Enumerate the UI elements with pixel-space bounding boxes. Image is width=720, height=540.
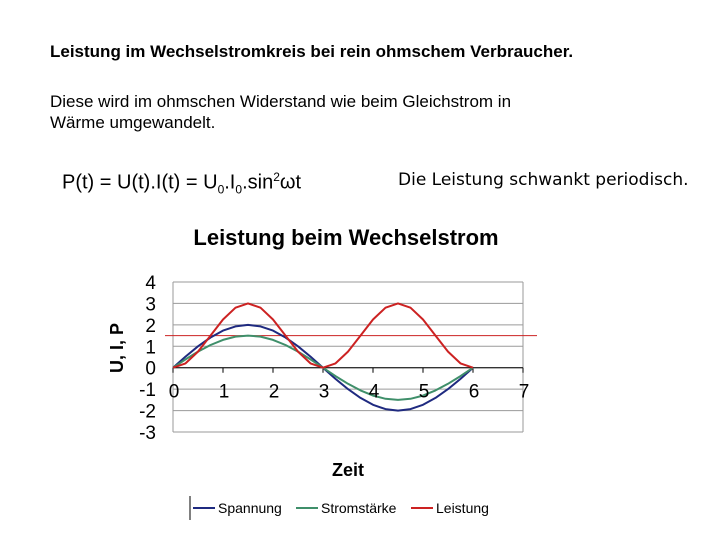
y-tick-label: -2 — [139, 401, 156, 423]
x-tick-label: 1 — [218, 381, 230, 403]
x-tick-label: 7 — [518, 381, 530, 403]
x-axis-label: Zeit — [331, 460, 365, 480]
formula-part-1: P(t) = U(t).I(t) = U — [62, 171, 218, 194]
x-tick-label: 4 — [368, 381, 380, 403]
y-axis-label: U, I, P — [107, 322, 127, 374]
y-tick-label: 2 — [145, 315, 156, 337]
y-tick-label: 0 — [145, 358, 156, 380]
formula-sub-2: 0 — [235, 182, 243, 197]
y-tick-label: 1 — [145, 337, 156, 359]
formula-dot: .I — [224, 171, 236, 194]
x-tick-label: 6 — [468, 381, 480, 403]
y-tick-label: 3 — [145, 294, 156, 316]
formula-sup: 2 — [273, 170, 280, 184]
axes — [173, 282, 523, 432]
slide-heading: Leistung im Wechselstromkreis bei rein ohmschem Verbraucher. — [50, 42, 574, 61]
y-tick-label: 4 — [145, 273, 156, 294]
y-tick-label: -1 — [139, 380, 156, 402]
side-note: Die Leistung schwankt periodisch. — [398, 170, 689, 190]
x-tick-label: 0 — [168, 381, 180, 403]
y-tick-labels — [139, 273, 156, 444]
legend-label-spannung: Spannung — [218, 500, 282, 516]
x-tick-label: 3 — [318, 381, 330, 403]
legend-label-leistung: Leistung — [436, 500, 489, 516]
body-line-1: Diese wird im ohmschen Widerstand wie beim Gleichstrom in — [50, 92, 512, 111]
body-line-2: Wärme umgewandelt. — [50, 113, 216, 132]
formula-t: t — [295, 171, 302, 194]
legend-label-stromstaerke: Stromstärke — [321, 500, 397, 516]
formula-part-2: .sin — [242, 171, 274, 194]
x-tick-label: 5 — [418, 381, 430, 403]
legend — [190, 496, 489, 520]
formula-omega: ω — [279, 171, 296, 194]
formula-sub-1: 0 — [217, 182, 225, 197]
x-tick-label: 2 — [268, 381, 280, 403]
y-tick-label: -3 — [139, 423, 156, 444]
chart-title: Leistung beim Wechselstrom — [193, 225, 499, 250]
